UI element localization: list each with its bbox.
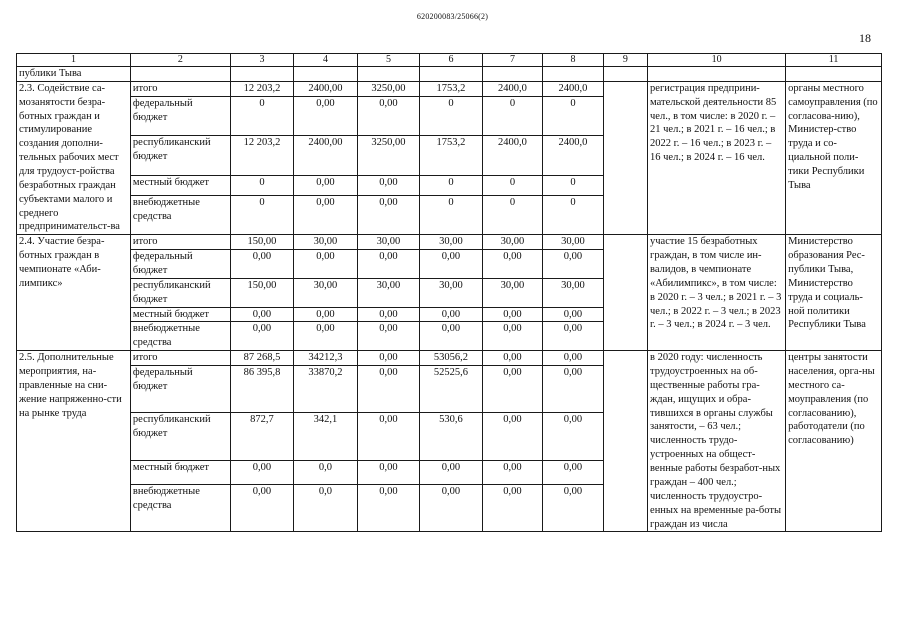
value-cell: 2400,00 xyxy=(294,136,358,175)
value-cell: 0,00 xyxy=(420,460,483,484)
value-cell: 87 268,5 xyxy=(230,351,294,366)
value-cell: 0 xyxy=(230,175,294,195)
funding-source: итого xyxy=(130,235,230,250)
funding-source: внебюджетные средства xyxy=(130,485,230,532)
value-cell: 0,00 xyxy=(482,485,542,532)
value-cell: 33870,2 xyxy=(294,366,358,413)
value-cell: 0,00 xyxy=(482,460,542,484)
value-cell: 0 xyxy=(543,195,603,234)
value-cell: 30,00 xyxy=(482,235,542,250)
value-cell: 12 203,2 xyxy=(230,136,294,175)
value-cell: 53056,2 xyxy=(420,351,483,366)
value-cell: 0,00 xyxy=(543,366,603,413)
value-cell: 342,1 xyxy=(294,413,358,460)
value-cell: 0,00 xyxy=(357,195,420,234)
value-cell: 0,00 xyxy=(543,307,603,322)
value-cell: 0,00 xyxy=(482,322,542,351)
value-cell: 0,00 xyxy=(420,307,483,322)
measure-description: 2.5. Дополнительные мероприятия, на-правленные на сни-жение напряженно-сти на рынке труда xyxy=(17,351,131,532)
value-cell: 0 xyxy=(230,96,294,135)
value-cell: 0 xyxy=(482,175,542,195)
value-cell: 30,00 xyxy=(482,278,542,307)
empty-cell xyxy=(603,235,647,351)
value-cell: 0 xyxy=(543,96,603,135)
value-cell: 0,00 xyxy=(420,322,483,351)
value-cell: 0,0 xyxy=(294,460,358,484)
value-cell: 30,00 xyxy=(357,235,420,250)
value-cell: 30,00 xyxy=(420,278,483,307)
funding-source: республиканский бюджет xyxy=(130,136,230,175)
value-cell: 0,00 xyxy=(230,322,294,351)
column-number: 6 xyxy=(420,54,483,67)
column-number: 2 xyxy=(130,54,230,67)
value-cell: 0,00 xyxy=(357,250,420,279)
value-cell: 0,00 xyxy=(543,250,603,279)
funding-source: федеральный бюджет xyxy=(130,366,230,413)
column-number: 7 xyxy=(482,54,542,67)
column-number: 4 xyxy=(294,54,358,67)
value-cell: 2400,00 xyxy=(294,81,358,96)
value-cell: 1753,2 xyxy=(420,136,483,175)
value-cell: 0,00 xyxy=(357,366,420,413)
page-number: 18 xyxy=(859,31,871,45)
continuation-row xyxy=(17,67,882,82)
value-cell: 0,0 xyxy=(294,485,358,532)
responsible-executor: центры занятости населения, орга-ны местного са-моуправления (по согласованию), работодатели (по согласованию) xyxy=(786,351,882,532)
value-cell: 0,00 xyxy=(357,96,420,135)
funding-source: федеральный бюджет xyxy=(130,250,230,279)
expected-result: в 2020 году: численность трудоустроенных на об-щественные работы гра-ждан, ищущих и обра-тившихся в органы службы занятости, – 63 чел.; численность трудо-устроенных на общест-венные работы безработ-ных граждан – 400 чел.; численность трудоустро-енных на временные ра-боты граждан из числа xyxy=(648,351,786,532)
table-row xyxy=(17,351,882,366)
value-cell: 0,00 xyxy=(482,413,542,460)
value-cell: 0,00 xyxy=(420,485,483,532)
document-number: 620200083/25066(2) xyxy=(416,12,489,21)
value-cell: 150,00 xyxy=(230,278,294,307)
value-cell: 0,00 xyxy=(294,307,358,322)
value-cell: 0,00 xyxy=(420,250,483,279)
value-cell: 52525,6 xyxy=(420,366,483,413)
value-cell: 2400,0 xyxy=(482,81,542,96)
empty-cell xyxy=(603,351,647,532)
value-cell: 0,00 xyxy=(357,351,420,366)
value-cell: 0,00 xyxy=(482,250,542,279)
value-cell: 0,00 xyxy=(543,485,603,532)
value-cell: 0,00 xyxy=(294,175,358,195)
funding-source: местный бюджет xyxy=(130,460,230,484)
value-cell: 0 xyxy=(420,175,483,195)
value-cell: 86 395,8 xyxy=(230,366,294,413)
value-cell: 1753,2 xyxy=(420,81,483,96)
value-cell: 0,00 xyxy=(357,413,420,460)
value-cell: 0 xyxy=(482,96,542,135)
value-cell: 34212,3 xyxy=(294,351,358,366)
value-cell: 150,00 xyxy=(230,235,294,250)
value-cell: 30,00 xyxy=(294,235,358,250)
value-cell: 0,00 xyxy=(294,96,358,135)
funding-source: местный бюджет xyxy=(130,175,230,195)
column-number: 5 xyxy=(357,54,420,67)
funding-source: внебюджетные средства xyxy=(130,195,230,234)
responsible-executor: органы местного самоуправления (по согласова-нию), Министер-ство труда и со-циальной поли-тики Республики Тыва xyxy=(786,81,882,234)
value-cell: 30,00 xyxy=(543,278,603,307)
column-number: 11 xyxy=(786,54,882,67)
value-cell: 0 xyxy=(543,175,603,195)
value-cell: 0,00 xyxy=(482,351,542,366)
measure-description: 2.3. Содействие са-мозанятости безра-ботных граждан и стимулирование создания дополни-тельных рабочих мест для трудоуст-ройства безработных граждан субъектами малого и среднего предпринимательст-ва xyxy=(17,81,131,234)
funding-source: итого xyxy=(130,351,230,366)
column-number-row xyxy=(17,54,882,67)
value-cell: 0 xyxy=(482,195,542,234)
column-number: 9 xyxy=(603,54,647,67)
value-cell: 0,00 xyxy=(294,322,358,351)
value-cell: 0,00 xyxy=(482,307,542,322)
funding-source: итого xyxy=(130,81,230,96)
table-row xyxy=(17,235,882,250)
column-number: 1 xyxy=(17,54,131,67)
value-cell: 0 xyxy=(420,195,483,234)
value-cell: 0,00 xyxy=(543,413,603,460)
column-number: 8 xyxy=(543,54,603,67)
value-cell: 0,00 xyxy=(543,460,603,484)
value-cell: 0 xyxy=(420,96,483,135)
value-cell: 0,00 xyxy=(230,250,294,279)
empty-cell xyxy=(603,81,647,234)
value-cell: 0,00 xyxy=(357,460,420,484)
continuation-text: публики Тыва xyxy=(17,67,131,82)
value-cell: 0,00 xyxy=(543,322,603,351)
value-cell: 0 xyxy=(230,195,294,234)
value-cell: 30,00 xyxy=(294,278,358,307)
value-cell: 2400,0 xyxy=(482,136,542,175)
value-cell: 3250,00 xyxy=(357,136,420,175)
funding-source: федеральный бюджет xyxy=(130,96,230,135)
funding-source: местный бюджет xyxy=(130,307,230,322)
value-cell: 530,6 xyxy=(420,413,483,460)
value-cell: 30,00 xyxy=(357,278,420,307)
value-cell: 0,00 xyxy=(357,307,420,322)
measure-description: 2.4. Участие безра-ботных граждан в чемпионате «Аби-лимпикс» xyxy=(17,235,131,351)
table-row xyxy=(17,81,882,96)
expected-result: регистрация предприни-мательской деятельности 85 чел., в том числе: в 2020 г. – 21 чел.; в 2021 г. – 16 чел.; в 2022 г. – 16 чел.; в 2023 г. – 16 чел.; в 2024 г. – 16 чел. xyxy=(648,81,786,234)
responsible-executor: Министерство образования Рес-публики Тыва, Министерство труда и социаль-ной политики Республики Тыва xyxy=(786,235,882,351)
value-cell: 0,00 xyxy=(294,250,358,279)
value-cell: 0,00 xyxy=(230,485,294,532)
value-cell: 0,00 xyxy=(294,195,358,234)
value-cell: 0,00 xyxy=(543,351,603,366)
value-cell: 0,00 xyxy=(357,485,420,532)
value-cell: 0,00 xyxy=(357,322,420,351)
value-cell: 0,00 xyxy=(230,460,294,484)
value-cell: 12 203,2 xyxy=(230,81,294,96)
funding-source: республиканский бюджет xyxy=(130,413,230,460)
value-cell: 0,00 xyxy=(357,175,420,195)
expected-result: участие 15 безработных граждан, в том числе ин-валидов, в чемпионате «Абилимпикс», в том числе: в 2020 г. – 3 чел.; в 2021 г. – 3 чел.; в 2022 г. – 3 чел.; в 2023 г. – 3 чел.; в 2024 г. – 3 чел. xyxy=(648,235,786,351)
funding-source: внебюджетные средства xyxy=(130,322,230,351)
value-cell: 30,00 xyxy=(543,235,603,250)
column-number: 3 xyxy=(230,54,294,67)
value-cell: 3250,00 xyxy=(357,81,420,96)
value-cell: 2400,0 xyxy=(543,81,603,96)
value-cell: 0,00 xyxy=(230,307,294,322)
value-cell: 872,7 xyxy=(230,413,294,460)
program-table xyxy=(16,53,882,532)
column-number: 10 xyxy=(648,54,786,67)
funding-source: республиканский бюджет xyxy=(130,278,230,307)
value-cell: 0,00 xyxy=(482,366,542,413)
value-cell: 30,00 xyxy=(420,235,483,250)
value-cell: 2400,0 xyxy=(543,136,603,175)
